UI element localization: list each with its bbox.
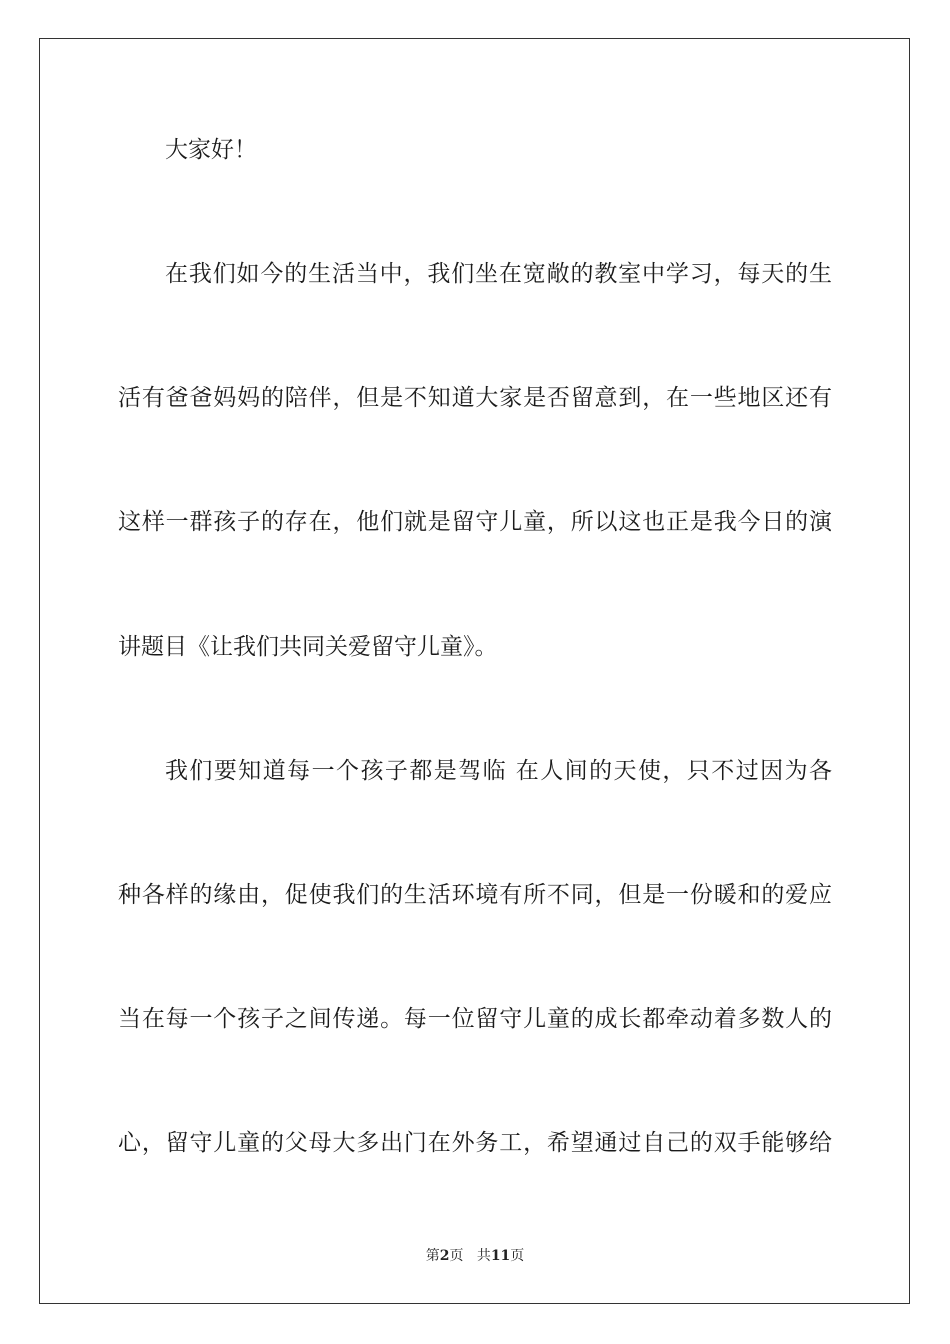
footer-total-unit: 页: [510, 1248, 525, 1264]
current-page-number: 2: [439, 1248, 450, 1264]
page-border: [39, 38, 910, 1304]
page-footer: [0, 1247, 950, 1265]
greeting-line: 大家好！: [165, 137, 257, 163]
body-text-line: 种各样的缘由，促使我们的生活环境有所不同，但是一份暖和的爱应: [118, 882, 832, 908]
body-text-line: 活有爸爸妈妈的陪伴，但是不知道大家是否留意到，在一些地区还有: [118, 385, 832, 411]
body-text-line: 讲题目《让我们共同关爱留守儿童》。: [118, 634, 498, 660]
footer-total-prefix: 共: [476, 1248, 491, 1264]
body-text-line: 这样一群孩子的存在，他们就是留守儿童，所以这也正是我今日的演: [118, 509, 832, 535]
body-text-line: 我们要知道每一个孩子都是驾临 在人间的天使，只不过因为各: [165, 758, 832, 784]
footer-prefix: 第: [425, 1248, 440, 1264]
body-text-line: 在我们如今的生活当中，我们坐在宽敞的教室中学习，每天的生: [165, 261, 832, 287]
body-text-line: 当在每一个孩子之间传递。每一位留守儿童的成长都牵动着多数人的: [118, 1006, 832, 1032]
body-text-line: 心，留守儿童的父母大多出门在外务工，希望通过自己的双手能够给: [118, 1130, 832, 1156]
total-pages-number: 11: [490, 1248, 511, 1264]
footer-page-unit: 页: [449, 1248, 464, 1264]
